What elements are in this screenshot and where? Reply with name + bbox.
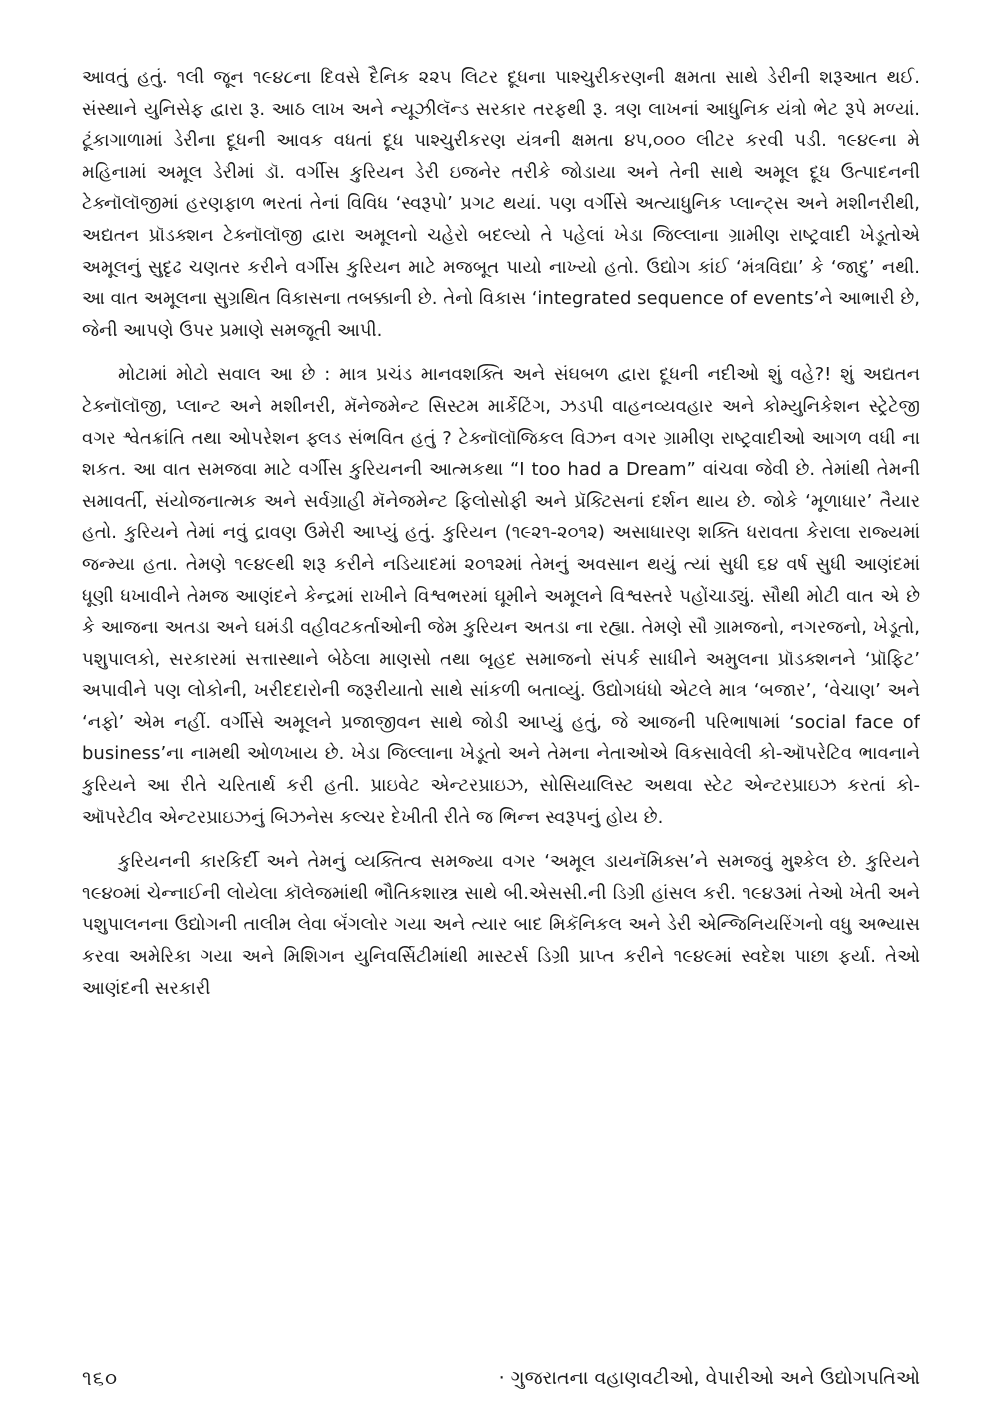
- page-number: ૧૬૦: [82, 1366, 119, 1390]
- running-title: · ગુજરાતના વહાણવટીઓ, વેપારીઓ અને ઉદ્યોગપતિઓ: [498, 1367, 920, 1389]
- paragraph-2: મોટામાં મોટો સવાલ આ છે : માત્ર પ્રચંડ માનવશક્તિ અને સંઘબળ દ્વારા દૂધની નદીઓ શું વહે?! શું અદ્યતન ટેક્નૉલૉજી, પ્લાન્ટ અને મશીનરી, મૅનેજમેન્ટ સિસ્ટમ માર્કેટિંગ, ઝડપી વાહનવ્યવહાર અને કોમ્યુનિકેશન સ્ટ્રેટેજી વગર શ્વેતક્રાંતિ તથા ઓપરેશન ફ્લડ સંભવિત હતું ? ટેક્નૉલૉજિકલ વિઝન વગર ગ્રામીણ રાષ્ટ્રવાદીઓ આગળ વધી ના શકત. આ વાત સમજવા માટે વર્ગીસ કુરિયનની આત્મકથા “I too had a Dream” વાંચવા જેવી છે. તેમાંથી તેમની સમાવર્તી, સંયોજનાત્મક અને સર્વગ્રાહી મૅનેજમેન્ટ ફિલોસોફી અને પ્રૅક્ટિસનાં દર્શન થાય છે. જોકે ‘મૂળાધાર’ તૈયાર હતો. કુરિયને તેમાં નવું દ્રાવણ ઉમેરી આપ્યું હતું. કુરિયન (૧૯૨૧-૨૦૧૨) અસાધારણ શક્તિ ધરાવતા કેરાલા રાજ્યમાં જન્મ્યા હતા. તેમણે ૧૯૪૯થી શરૂ કરીને નડિયાદમાં ૨૦૧૨માં તેમનું અવસાન થયું ત્યાં સુધી ૬૪ વર્ષ સુધી આણંદમાં ધૂણી ધખાવીને તેમજ આણંદને કેન્દ્રમાં રાખીને વિશ્વભરમાં ઘૂમીને અમૂલને વિશ્વસ્તરે પહોંચાડ્યું. સૌથી મોટી વાત એ છે કે આજના અતડા અને ઘમંડી વહીવટકર્તાઓની જેમ કુરિયન અતડા ના રહ્યા. તેમણે સૌ ગ્રામજનો, નગરજનો, ખેડૂતો, પશુપાલકો, સરકારમાં સત્તાસ્થાને બેઠેલા માણસો તથા બૃહદ સમાજનો સંપર્ક સાધીને અમુલના પ્રૉડક્શનને ‘પ્રૉફિટ’ અપાવીને પણ લોકોની, ખરીદદારોની જરૂરીયાતો સાથે સાંકળી બતાવ્યું. ઉદ્યોગધંધો એટલે માત્ર ‘બજાર’, ‘વેચાણ’ અને ‘નફો’ એમ નહીં. વર્ગીસે અમૂલને પ્રજાજીવન સાથે જોડી આપ્યું હતું, જે આજની પરિભાષામાં ‘social face of business’ના નામથી ઓળખાય છે. ખેડા જિલ્લાના ખેડૂતો અને તેમના નેતાઓએ વિકસાવેલી કો-ઑપરેટિવ ભાવનાને કુરિયને આ રીતે ચરિતાર્થ કરી હતી. પ્રાઇવેટ એન્ટરપ્રાઇઝ, સોસિયાલિસ્ટ અથવા સ્ટેટ એન્ટરપ્રાઇઝ કરતાં કો-ઑપરેટીવ એન્ટરપ્રાઇઝનું બિઝનેસ કલ્ચર દેખીતી રીતે જ ભિન્ન સ્વરૂપનું હોય છે.: [82, 364, 920, 828]
- page-footer: [82, 1358, 920, 1398]
- paragraph-1: આવતું હતું. ૧લી જૂન ૧૯૪૮ના દિવસે દૈનિક ૨૨૫ લિટર દૂધના પાશ્ચુરીકરણની ક્ષમતા સાથે ડેરીની શરૂઆત થઈ. સંસ્થાને યુનિસેફ દ્વારા રૂ. આઠ લાખ અને ન્યૂઝીલૅન્ડ સરકાર તરફથી રૂ. ત્રણ લાખનાં આધુનિક યંત્રો ભેટ રૂપે મળ્યાં. ટૂંકાગાળામાં ડેરીના દૂધની આવક વધતાં દૂધ પાશ્ચુરીકરણ યંત્રની ક્ષમતા ૪૫,૦૦૦ લીટર કરવી પડી. ૧૯૪૯ના મે મહિનામાં અમૂલ ડેરીમાં ડૉ. વર્ગીસ કુરિયન ડેરી ઇજનેર તરીકે જોડાયા અને તેની સાથે અમૂલ દૂધ ઉત્પાદનની ટેક્નૉલૉજીમાં હરણફાળ ભરતાં તેનાં વિવિધ ‘સ્વરૂપો’ પ્રગટ થયાં. પણ વર્ગીસે અત્યાધુનિક પ્લાન્ટ્સ અને મશીનરીથી, અદ્યતન પ્રૉડક્શન ટેક્નૉલૉજી દ્વારા અમૂલનો ચહેરો બદલ્યો તે પહેલાં ખેડા જિલ્લાના ગ્રામીણ રાષ્ટ્રવાદી ખેડૂતોએ અમૂલનું સુદૃઢ ચણતર કરીને વર્ગીસ કુરિયન માટે મજબૂત પાયો નાખ્યો હતો. ઉદ્યોગ કાંઈ ‘મંત્રવિદ્યા’ કે ‘જાદુ’ નથી. આ વાત અમૂલના સુગ્રથિત વિકાસના તબક્કાની છે. તેનો વિકાસ ‘integrated sequence of events’ને આભારી છે, જેની આપણે ઉપર પ્રમાણે સમજૂતી આપી.: [82, 67, 920, 341]
- paragraph-3: કુરિયનની કારકિર્દી અને તેમનું વ્યક્તિત્વ સમજ્યા વગર ‘અમૂલ ડાયનૅમિક્સ’ને સમજવું મુશ્કેલ છે. કુરિયને ૧૯૪૦માં ચેન્નાઈની લોયેલા કૉલેજમાંથી ભૌતિકશાસ્ત્ર સાથે બી.એસસી.ની ડિગ્રી હાંસલ કરી. ૧૯૪૩માં તેઓ ખેતી અને પશુપાલનના ઉદ્યોગની તાલીમ લેવા બૅંગલોર ગયા અને ત્યાર બાદ મિકૅનિકલ અને ડેરી એન્જિનિયરિંગનો વધુ અભ્યાસ કરવા અમેરિકા ગયા અને મિશિગન યુનિવર્સિટીમાંથી માસ્ટર્સ ડિગ્રી પ્રાપ્ત કરીને ૧૯૪૯માં સ્વદેશ પાછા ફર્યા. તેઓ આણંદની સરકારી: [82, 851, 920, 999]
- page-body: [82, 62, 920, 1352]
